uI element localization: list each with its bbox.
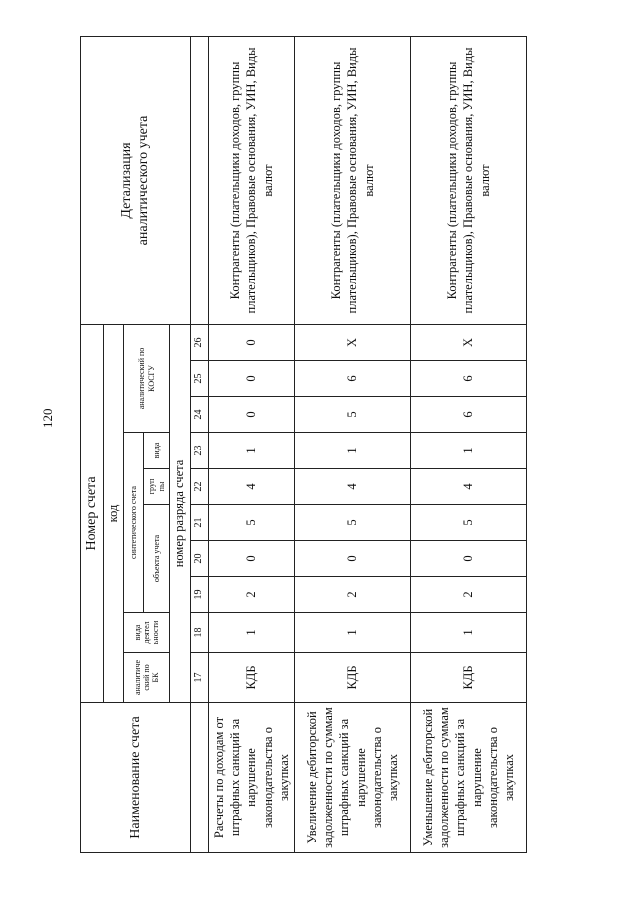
row-code-19: 2: [208, 577, 294, 613]
table-row: [411, 36, 527, 852]
row-code-17: КДБ: [295, 653, 411, 703]
header-digit-number: номер разряда счета: [170, 324, 191, 702]
row-code-22: 4: [208, 469, 294, 505]
row-code-22: 4: [295, 469, 411, 505]
digit-detail-header: [190, 36, 208, 324]
row-code-25: 6: [295, 361, 411, 397]
row-detail: Контрагенты (плательщики доходов, группы плательщиков), Правовые основания, УИН, Виды валют: [208, 36, 294, 324]
table-row: [295, 36, 411, 852]
row-code-23: 1: [295, 433, 411, 469]
row-code-17: КДБ: [411, 653, 527, 703]
header-account-number: Номер счета: [81, 324, 104, 702]
row-code-17: КДБ: [208, 653, 294, 703]
digit-20: 20: [190, 541, 208, 577]
accounts-table-wrapper: [80, 36, 527, 853]
row-name: Расчеты по доходам от штрафных санкций за нарушение законодательства о закупках: [208, 703, 294, 853]
header-activity-type: вида деятел ьности: [124, 613, 170, 653]
header-detail: Детализация аналитического учета: [81, 36, 191, 324]
header-kind: вида: [144, 433, 170, 469]
digit-21: 21: [190, 505, 208, 541]
row-code-18: 1: [295, 613, 411, 653]
row-code-18: 1: [411, 613, 527, 653]
row-code-20: 0: [411, 541, 527, 577]
row-code-21: 5: [295, 505, 411, 541]
digit-23: 23: [190, 433, 208, 469]
digit-22: 22: [190, 469, 208, 505]
digit-26: 26: [190, 324, 208, 360]
row-code-20: 0: [208, 541, 294, 577]
header-group: груп пы: [144, 469, 170, 505]
row-code-20: 0: [295, 541, 411, 577]
row-name: Увеличение дебиторской задолженности по суммам штрафных санкций за нарушение законодательства о закупках: [295, 703, 411, 853]
row-code-26: Х: [411, 324, 527, 360]
row-code-24: 6: [411, 397, 527, 433]
digit-25: 25: [190, 361, 208, 397]
row-code-19: 2: [295, 577, 411, 613]
row-name: Уменьшение дебиторской задолженности по суммам штрафных санкций за нарушение законодательства о закупках: [411, 703, 527, 853]
header-account-name: Наименование счета: [81, 703, 191, 853]
digit-24: 24: [190, 397, 208, 433]
digit-17: 17: [190, 653, 208, 703]
row-code-24: 5: [295, 397, 411, 433]
header-account-object: объекта учета: [144, 505, 170, 613]
row-code-25: 6: [411, 361, 527, 397]
header-synthetic: синтетического счета: [124, 433, 144, 613]
row-code-22: 4: [411, 469, 527, 505]
row-code-18: 1: [208, 613, 294, 653]
row-code-26: 0: [208, 324, 294, 360]
digit-18: 18: [190, 613, 208, 653]
row-code-25: 0: [208, 361, 294, 397]
header-analytical-bk: аналитиче ский по БК: [124, 653, 170, 703]
row-code-23: 1: [411, 433, 527, 469]
row-code-19: 2: [411, 577, 527, 613]
row-code-21: 5: [208, 505, 294, 541]
digit-19: 19: [190, 577, 208, 613]
digit-col-header: [190, 703, 208, 853]
accounts-table: [80, 36, 527, 853]
header-analytical-kosgu: аналитический по КОСГУ: [124, 324, 170, 432]
table-row: [208, 36, 294, 852]
row-code-21: 5: [411, 505, 527, 541]
row-code-24: 0: [208, 397, 294, 433]
row-code-26: Х: [295, 324, 411, 360]
row-detail: Контрагенты (плательщики доходов, группы плательщиков), Правовые основания, УИН, Виды валют: [295, 36, 411, 324]
header-code: код: [103, 324, 124, 702]
page-number: 120: [40, 408, 55, 428]
row-detail: Контрагенты (плательщики доходов, группы плательщиков), Правовые основания, УИН, Виды валют: [411, 36, 527, 324]
row-code-23: 1: [208, 433, 294, 469]
